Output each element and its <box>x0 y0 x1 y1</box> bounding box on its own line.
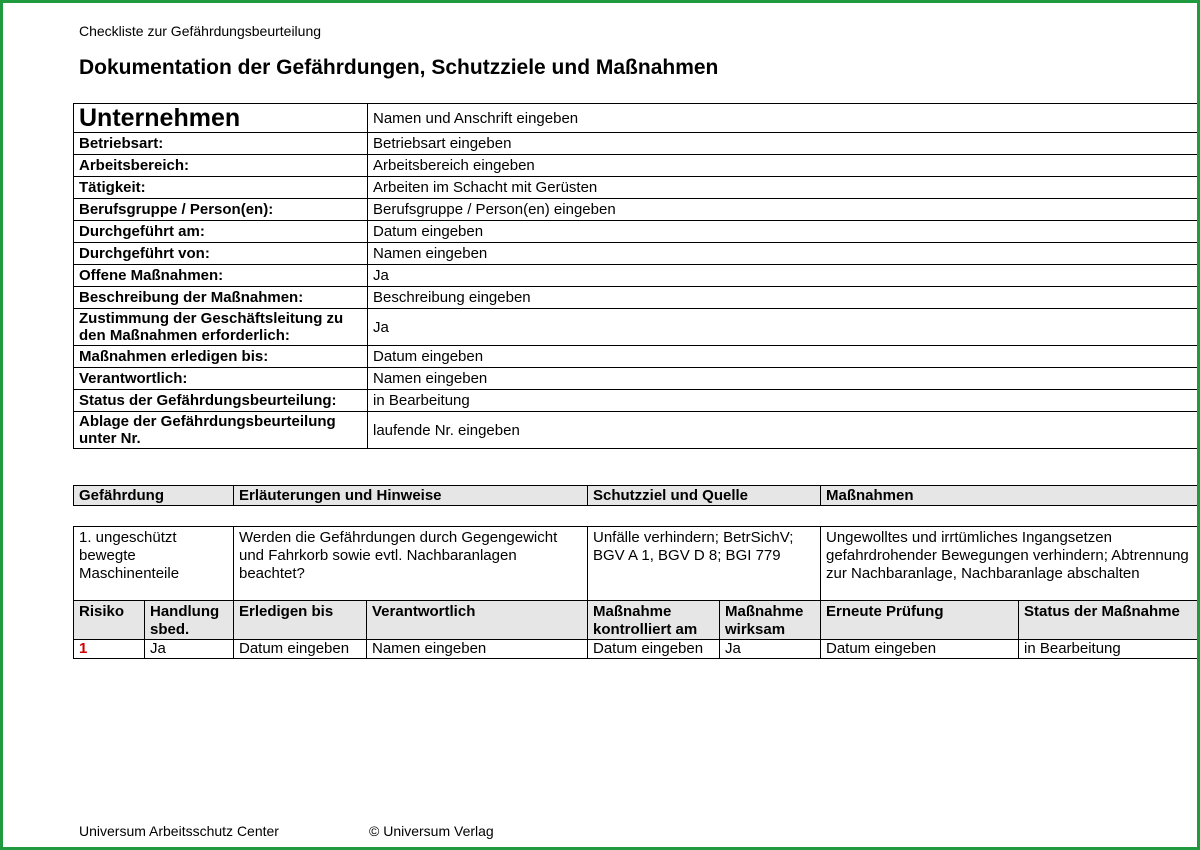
entry-massnahmen: Ungewolltes und irrtümliches Ingangsetzen gefahrdrohender Bewegungen verhindern; Abtrennung zur Nachbaranlage, Nachbaranlage abschalten <box>821 527 1200 601</box>
info-value[interactable]: Namen eingeben <box>368 368 1200 390</box>
hazard-table <box>73 485 1200 659</box>
value-status[interactable]: in Bearbeitung <box>1019 640 1200 659</box>
info-value[interactable]: Ja <box>368 309 1200 346</box>
info-value[interactable]: Arbeiten im Schacht mit Gerüsten <box>368 177 1200 199</box>
value-verantwortlich[interactable]: Namen eingeben <box>367 640 588 659</box>
document-title: Dokumentation der Gefährdungen, Schutzziele und Maßnahmen <box>79 56 719 79</box>
info-row <box>74 390 1200 412</box>
subheader-pruefung: Erneute Prüfung <box>821 601 1019 640</box>
info-label: Arbeitsbereich: <box>74 155 368 177</box>
subheader-verantwortlich: Verantwortlich <box>367 601 588 640</box>
info-value[interactable]: laufende Nr. eingeben <box>368 412 1200 449</box>
entry-gefaehrdung: 1. ungeschützt bewegte Maschinenteile <box>74 527 234 601</box>
info-table <box>73 103 1200 449</box>
spacer-cell <box>74 506 1200 527</box>
measure-header-row <box>74 601 1200 640</box>
info-value[interactable]: Ja <box>368 265 1200 287</box>
info-label: Ablage der Gefährdungsbeurteilung unter Nr. <box>74 412 368 449</box>
info-row <box>74 199 1200 221</box>
info-row-company <box>74 104 1200 133</box>
header-erlaeuterungen: Erläuterungen und Hinweise <box>234 486 588 506</box>
subheader-risiko: Risiko <box>74 601 145 640</box>
info-label: Zustimmung der Geschäftsleitung zu den Maßnahmen erforderlich: <box>74 309 368 346</box>
info-row <box>74 346 1200 368</box>
value-risiko[interactable]: 1 <box>74 640 145 659</box>
value-pruefung[interactable]: Datum eingeben <box>821 640 1019 659</box>
footer-right: © Universum Verlag <box>369 823 494 839</box>
info-row <box>74 177 1200 199</box>
info-value[interactable]: Berufsgruppe / Person(en) eingeben <box>368 199 1200 221</box>
header-massnahmen: Maßnahmen <box>821 486 1200 506</box>
info-row <box>74 243 1200 265</box>
subheader-kontrolliert: Maßnahme kontrolliert am <box>588 601 720 640</box>
company-value[interactable]: Namen und Anschrift eingeben <box>368 104 1200 133</box>
entry-schutzziel: Unfälle verhindern; BetrSichV; BGV A 1, BGV D 8; BGI 779 <box>588 527 821 601</box>
info-label: Berufsgruppe / Person(en): <box>74 199 368 221</box>
value-kontrolliert[interactable]: Datum eingeben <box>588 640 720 659</box>
info-row <box>74 155 1200 177</box>
info-label: Betriebsart: <box>74 133 368 155</box>
measure-values-row <box>74 640 1200 659</box>
entry-erlaeuterungen: Werden die Gefährdungen durch Gegengewicht und Fahrkorb sowie evtl. Nachbaranlagen beachtet? <box>234 527 588 601</box>
info-row <box>74 133 1200 155</box>
info-value[interactable]: Namen eingeben <box>368 243 1200 265</box>
info-row <box>74 221 1200 243</box>
info-label: Tätigkeit: <box>74 177 368 199</box>
info-row <box>74 287 1200 309</box>
company-label: Unternehmen <box>74 104 368 133</box>
info-value[interactable]: Arbeitsbereich eingeben <box>368 155 1200 177</box>
info-value[interactable]: in Bearbeitung <box>368 390 1200 412</box>
subheader-status: Status der Maßnahme <box>1019 601 1200 640</box>
subheader-wirksam: Maßnahme wirksam <box>720 601 821 640</box>
hazard-header-row <box>74 486 1200 506</box>
subheader-handlung: Handlung sbed. <box>145 601 234 640</box>
footer-left: Universum Arbeitsschutz Center <box>79 823 279 839</box>
subheader-erledigen-bis: Erledigen bis <box>234 601 367 640</box>
value-handlung[interactable]: Ja <box>145 640 234 659</box>
header-gefaehrdung: Gefährdung <box>74 486 234 506</box>
info-label: Durchgeführt am: <box>74 221 368 243</box>
info-row <box>74 412 1200 449</box>
info-label: Verantwortlich: <box>74 368 368 390</box>
hazard-entry-row <box>74 527 1200 601</box>
info-value[interactable]: Beschreibung eingeben <box>368 287 1200 309</box>
info-label: Maßnahmen erledigen bis: <box>74 346 368 368</box>
header-schutzziel: Schutzziel und Quelle <box>588 486 821 506</box>
info-row <box>74 309 1200 346</box>
info-value[interactable]: Betriebsart eingeben <box>368 133 1200 155</box>
info-row <box>74 265 1200 287</box>
info-label: Status der Gefährdungsbeurteilung: <box>74 390 368 412</box>
info-label: Offene Maßnahmen: <box>74 265 368 287</box>
info-value[interactable]: Datum eingeben <box>368 346 1200 368</box>
value-erledigen-bis[interactable]: Datum eingeben <box>234 640 367 659</box>
hazard-spacer-row <box>74 506 1200 527</box>
info-row <box>74 368 1200 390</box>
value-wirksam[interactable]: Ja <box>720 640 821 659</box>
info-label: Durchgeführt von: <box>74 243 368 265</box>
document-subtitle: Checkliste zur Gefährdungsbeurteilung <box>79 23 322 39</box>
info-label: Beschreibung der Maßnahmen: <box>74 287 368 309</box>
info-value[interactable]: Datum eingeben <box>368 221 1200 243</box>
